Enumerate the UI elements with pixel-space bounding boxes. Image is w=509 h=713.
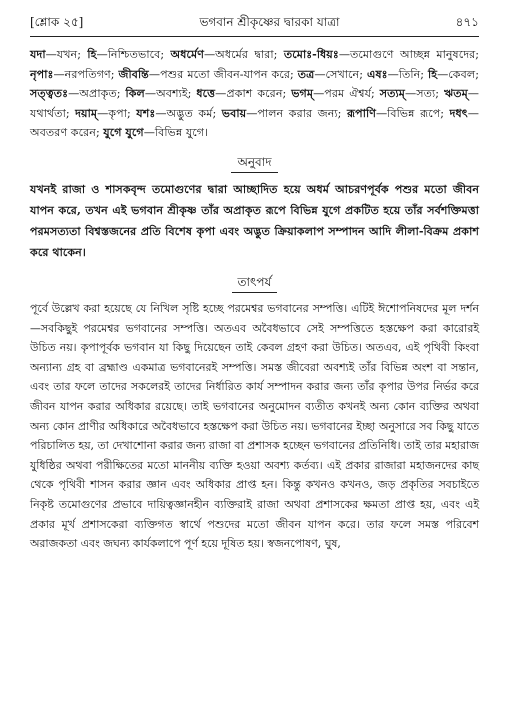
synonym-meaning: —কেবল; <box>437 67 479 81</box>
synonyms-paragraph <box>30 45 479 143</box>
page-number: ৪৭১ <box>455 15 479 29</box>
synonym-word: হি <box>428 66 438 81</box>
synonym-word: দধৎ <box>449 105 468 120</box>
page-header <box>30 14 479 32</box>
translation-heading <box>30 153 479 173</box>
purport-heading-text: তাৎপর্য <box>232 273 278 293</box>
synonym-word: ভবায় <box>221 105 247 120</box>
synonym-word: জীবন্তি <box>118 66 149 81</box>
synonym-meaning: —প্রকাশ করেন; <box>215 87 292 101</box>
synonym-word: ধত্তে <box>196 86 216 101</box>
synonym-word: দয়াম্ <box>75 105 98 120</box>
synonym-meaning: —অদ্ভুত কর্ম; <box>155 106 222 120</box>
verse-reference: [শ্লোক ২৫] <box>30 15 84 29</box>
synonym-meaning: —অপ্রাকৃত; <box>68 87 126 101</box>
synonym-meaning: —বিভিন্ন রূপে; <box>375 106 450 120</box>
synonym-meaning: —যখন; <box>45 48 88 61</box>
synonym-word: তমোঃ-ধিয়ঃ <box>283 47 339 61</box>
purport-heading <box>30 273 479 293</box>
synonym-meaning: —বিভিন্ন যুগে। <box>143 126 209 140</box>
synonym-meaning: —অধর্মের দ্বারা; <box>203 48 284 61</box>
synonym-word: রূপাণি <box>347 105 376 120</box>
synonym-word: সত্ত্বতঃ <box>30 86 69 101</box>
translation-heading-text: অনুবাদ <box>231 153 277 173</box>
synonym-meaning: —পালন করার জন্য; <box>246 106 348 120</box>
header-rule <box>30 36 479 37</box>
synonym-word: সত্যম্ <box>379 86 405 101</box>
synonym-meaning: —পশুর মতো জীবন-যাপন করে; <box>148 67 298 81</box>
synonym-word: অধর্মেণ <box>170 47 204 61</box>
synonym-word: ভগম্ <box>291 86 314 101</box>
synonym-meaning: —কৃপা; <box>97 106 137 120</box>
synonym-word: যশঃ <box>136 105 156 120</box>
translation-text: যখনই রাজা ও শাসকবৃন্দ তমোগুণের দ্বারা আচ্ছাদিত হয়ে অধর্ম আচরণপূর্বক পশুর মতো জীবন যাপন করে, তখন এই ভগবান শ্রীকৃষ্ণ তাঁর অপ্রাকৃত রূপে বিভিন্ন যুগে প্রকটিত হয়ে তাঁর সর্বশক্তিমত্তা পরমসত্যতা বিশ্বস্তজনের প্রতি বিশেষ কৃপা এবং অদ্ভুত ক্রিয়াকলাপ সম্পাদন আদি লীলা-বিক্রম প্রকাশ করে থাকেন। <box>30 181 479 259</box>
synonym-meaning: —অবতরণ করেন; <box>30 106 479 140</box>
synonym-word: নৃপাঃ <box>30 66 54 81</box>
chapter-title: ভগবান শ্রীকৃষ্ণের দ্বারকা যাত্রা <box>199 15 340 29</box>
synonym-meaning: —যথার্থতা; <box>30 87 479 120</box>
synonym-meaning: —নিশ্চিতভাবে; <box>96 48 171 61</box>
synonym-word: কিল <box>125 86 145 101</box>
synonym-meaning: —পরম ঐশ্বর্য; <box>313 87 380 101</box>
synonym-word: তত্র <box>297 66 315 81</box>
synonym-meaning: —সত্য; <box>405 87 444 101</box>
synonym-word: এষঃ <box>366 66 388 81</box>
synonym-meaning: —নরপতিগণ; <box>53 67 119 81</box>
synonym-word: ঋতম্ <box>443 86 468 101</box>
synonym-word: হি <box>87 47 97 61</box>
synonym-meaning: —তিনি; <box>387 67 428 81</box>
purport-text: পূর্বে উল্লেখ করা হয়েছে যে নিখিল সৃষ্টি হচ্ছে পরমেশ্বর ভগবানের সম্পত্তি। এটিই ঈশোপনিষদের মূল দর্শন—সবকিছুই পরমেশ্বর ভগবানের সম্পত্তি। অতএব অবৈধভাবে সেই সম্পত্তিতে হস্তক্ষেপ করা কারোরই উচিত নয়। কৃপাপূর্বক ভগবান যা কিছু দিয়েছেন তাই কেবল গ্রহণ করা উচিত। অতএব, এই পৃথিবী কিংবা অন্যান্য গ্রহ বা ব্রহ্মাণ্ড একমাত্র ভগবানেরই সম্পত্তি। সমস্ত জীবেরা অবশ্যই তাঁর বিভিন্ন অংশ বা সন্তান, এবং তার ফলে তাদের সকলেরই তাদের নির্ধারিত কার্য সম্পাদন করার জন্য তাঁর কৃপার উপর নির্ভর করে জীবন যাপন করার অধিকার রয়েছে। তাই ভগবানের অনুমোদন ব্যতীত কখনই অন্য কোন ব্যক্তির অথবা অন্য কোন প্রাণীর অধিকারে অবৈধভাবে হস্তক্ষেপ করা উচিত নয়। ভগবানের ইচ্ছা অনুসারে সব কিছু যাতে পরিচালিত হয়, তা দেখাশোনা করার জন্য রাজা বা প্রশাসক হচ্ছেন ভগবানের প্রতিনিধি। তাই তার মহারাজ যুধিষ্ঠির অথবা পরীক্ষিতের মতো মাননীয় ব্যক্তি হওয়া অবশ্য কর্তব্য। এই প্রকার রাজারা মহাজনদের কাছ থেকে পৃথিবী শাসন করার জ্ঞান এবং অধিকার প্রাপ্ত হন। কিন্তু কখনও কখনও, জড় প্রকৃতির সবচাইতে নিকৃষ্ট তমোগুণের প্রভাবে দায়িত্বজ্ঞানহীন ব্যক্তিরাই রাজা অথবা প্রশাসকের ক্ষমতা প্রাপ্ত হয়, এবং এই প্রকার মূর্খ প্রশাসকেরা ব্যক্তিগত স্বার্থে পশুদের মতো জীবন যাপন করে। তার ফলে সমস্ত পরিবেশ অরাজকতা এবং জঘন্য কার্যকলাপে পূর্ণ হয়ে দূষিত হয়। স্বজনপোষণ, ঘুষ, <box>30 301 479 551</box>
synonym-word: যুগে যুগে <box>103 125 144 140</box>
synonym-meaning: —অবশ্যই; <box>144 87 197 101</box>
synonym-word: যদা <box>30 47 46 61</box>
synonym-meaning: —তমোগুণে আচ্ছন্ন মানুষদের; <box>338 48 480 61</box>
synonym-meaning: —সেখানে; <box>314 67 367 81</box>
